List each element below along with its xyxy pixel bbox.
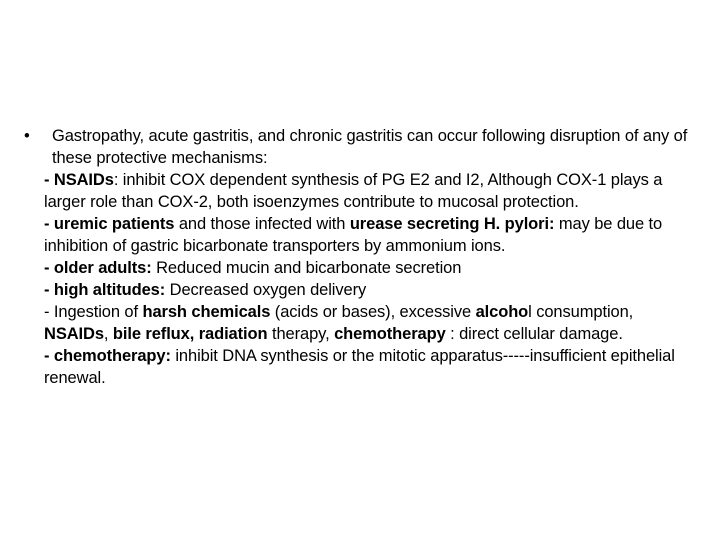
- item-text: : direct cellular damage.: [445, 325, 623, 343]
- item-text: l consumption,: [528, 303, 634, 321]
- item-text: and those infected with: [174, 215, 350, 233]
- intro-text: Gastropathy, acute gastritis, and chronic gastritis can occur following disruption of any of these protective mechanisms:: [52, 127, 688, 167]
- item-bold: harsh chemicals: [142, 303, 271, 321]
- item-text: may be due to inhibition of gastric bicarbonate transporters by ammonium ions.: [44, 215, 663, 255]
- item-high-altitudes: [44, 279, 694, 301]
- item-dash: -: [44, 259, 54, 277]
- item-uremic: [44, 213, 694, 257]
- item-bold: urease secreting H. pylori:: [349, 215, 555, 233]
- item-bold: NSAIDs: [44, 325, 104, 343]
- item-ingestion: [44, 301, 694, 345]
- item-text: inhibit DNA synthesis or the mitotic apparatus-----insufficient epithelial renewal.: [44, 347, 675, 387]
- item-text: : inhibit COX dependent synthesis of PG E2 and I2, Although COX-1 plays a larger role than COX-2, both isoenzymes contribute to mucosal protection.: [44, 171, 663, 211]
- item-dash: -: [44, 281, 54, 299]
- item-dash: -: [44, 347, 54, 365]
- item-bold: chemotherapy: [334, 325, 446, 343]
- item-bold: uremic patients: [53, 215, 175, 233]
- item-bold: bile reflux, radiation: [112, 325, 268, 343]
- item-bold: older adults:: [53, 259, 152, 277]
- item-bold: high altitudes:: [53, 281, 166, 299]
- bullet-dot: •: [24, 127, 30, 145]
- item-text: (acids or bases), excessive: [270, 303, 476, 321]
- slide-body: [24, 125, 694, 389]
- item-dash: - Ingestion of: [44, 303, 143, 321]
- item-bold: NSAIDs: [53, 171, 114, 189]
- item-text: Reduced mucin and bicarbonate secretion: [151, 259, 462, 277]
- item-chemotherapy: [44, 345, 694, 389]
- item-dash: -: [44, 215, 54, 233]
- intro-bullet: [24, 125, 694, 169]
- item-older-adults: [44, 257, 694, 279]
- item-text: Decreased oxygen delivery: [165, 281, 367, 299]
- item-bold: chemotherapy:: [53, 347, 171, 365]
- item-bold: alcoho: [475, 303, 529, 321]
- item-dash: -: [44, 171, 54, 189]
- item-text: therapy,: [267, 325, 335, 343]
- item-text: ,: [103, 325, 113, 343]
- item-nsaids: [44, 169, 694, 213]
